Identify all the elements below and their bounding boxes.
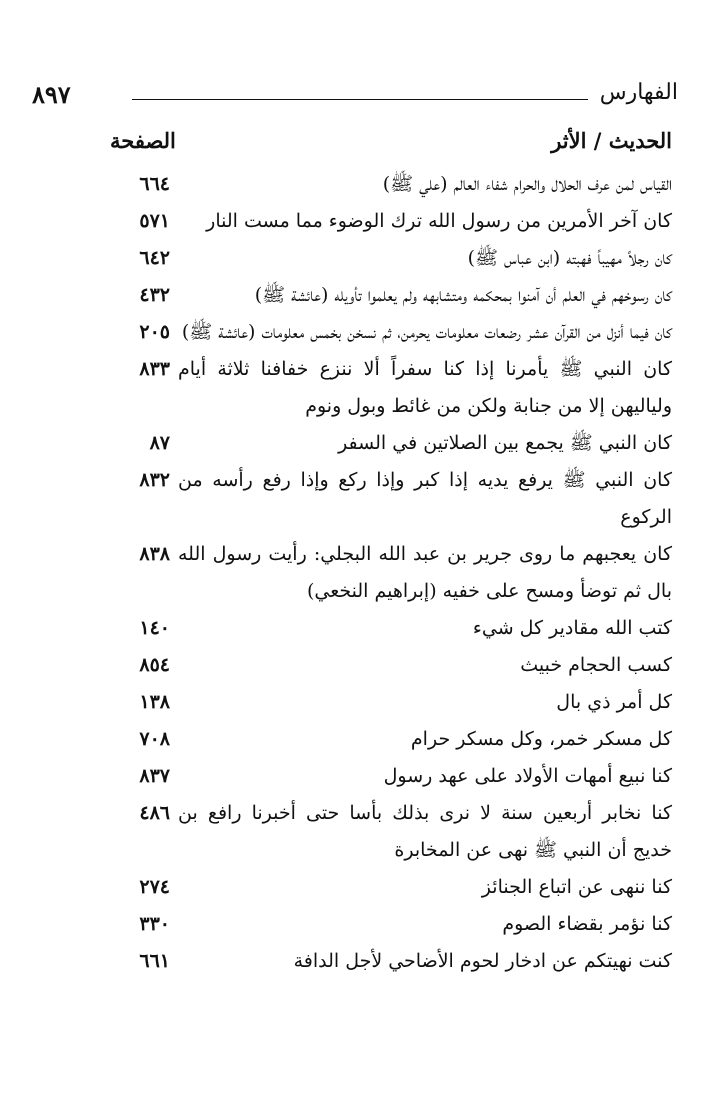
header-rule [132, 99, 588, 100]
index-entry [0, 610, 708, 647]
entry-page-number: ٨٣٣ [139, 358, 170, 380]
entry-text: كان رسوخهم في العلم أن آمنوا بمحكمه ومتشابهه ولم يعلموا تأويله (عائشة ﷺ) [254, 284, 672, 306]
entry-text: كنا ننهى عن اتباع الجنائز [481, 876, 672, 898]
column-headers [110, 128, 672, 164]
entry-text: كان النبي ﷺ يرفع يديه إذا كبر وإذا ركع وإذا رفع رأسه من الركوع [178, 469, 672, 528]
entry-page-number: ٤٣٢ [139, 284, 170, 306]
index-entry [0, 869, 708, 906]
index-entry [0, 462, 708, 536]
page-number: ٨٩٧ [32, 80, 71, 109]
index-entry [0, 647, 708, 684]
entry-text: كسب الحجام خبيث [520, 654, 672, 676]
entry-page-number: ٣٣٠ [139, 913, 170, 935]
entry-text: كل أمر ذي بال [556, 691, 672, 713]
entry-page-number: ٧٠٨ [139, 728, 170, 750]
entry-page-number: ٨٣٧ [139, 765, 170, 787]
entry-text: كنا نبيع أمهات الأولاد على عهد رسول [383, 765, 672, 787]
index-entry [0, 203, 708, 240]
index-entry [0, 795, 708, 869]
index-entry [0, 351, 708, 425]
entry-page-number: ٥٧١ [139, 210, 170, 232]
entry-text: كان آخر الأمرين من رسول الله ترك الوضوء مما مست النار [206, 210, 672, 232]
section-title: الفهارس [599, 80, 678, 105]
index-entry [0, 536, 708, 610]
entry-page-number: ٦٦١ [139, 950, 170, 972]
entry-page-number: ١٤٠ [139, 617, 170, 639]
entry-page-number: ٢٧٤ [139, 876, 170, 898]
index-entries [0, 166, 708, 980]
entry-text: كنت نهيتكم عن ادخار لحوم الأضاحي لأجل الدافة [293, 950, 672, 972]
index-entry [0, 240, 708, 277]
entry-page-number: ٨٣٢ [139, 469, 170, 491]
entry-page-number: ٢٠٥ [139, 321, 170, 343]
index-entry [0, 721, 708, 758]
entry-text: كان رجلاً مهيباً فهبته (ابن عباس ﷺ) [467, 247, 672, 269]
entry-text: كان فيما أنزل من القرآن عشر رضعات معلومات يحرمن، ثم نسخن بخمس معلومات (عائشة ﷺ) [181, 321, 672, 343]
entry-text: كان النبي ﷺ يأمرنا إذا كنا سفراً ألا ننزع خفافنا ثلاثة أيام ولياليهن إلا من جنابة ولكن من غائط وبول ونوم [178, 358, 672, 417]
index-entry [0, 314, 708, 351]
running-header [32, 80, 678, 112]
entry-text: كان يعجبهم ما روى جرير بن عبد الله البجلي: رأيت رسول الله بال ثم توضأ ومسح على خفيه (إبراهيم النخعي) [178, 543, 672, 602]
entry-text: كان النبي ﷺ يجمع بين الصلاتين في السفر [338, 432, 672, 454]
column-header-page: الصفحة [110, 128, 176, 153]
entry-page-number: ١٣٨ [139, 691, 170, 713]
entry-page-number: ٨٥٤ [139, 654, 170, 676]
index-entry [0, 166, 708, 203]
entry-text: القياس لمن عرف الحلال والحرام شفاء العالم (علي ﷺ) [382, 173, 672, 195]
entry-page-number: ٦٤٢ [139, 247, 170, 269]
entry-text: كتب الله مقادير كل شيء [472, 617, 672, 639]
entry-text: كل مسكر خمر، وكل مسكر حرام [410, 728, 672, 750]
index-entry [0, 943, 708, 980]
index-entry [0, 906, 708, 943]
entry-text: كنا نؤمر بقضاء الصوم [502, 913, 672, 935]
entry-page-number: ٨٧ [149, 432, 170, 454]
entry-text: كنا نخابر أربعين سنة لا نرى بذلك بأسا حتى أخبرنا رافع بن خديج أن النبي ﷺ نهى عن المخابرة [178, 802, 672, 861]
entry-page-number: ٦٦٤ [139, 173, 170, 195]
index-entry [0, 758, 708, 795]
index-entry [0, 277, 708, 314]
column-header-hadith: الحديث / الأثر [551, 128, 672, 153]
index-entry [0, 684, 708, 721]
index-entry [0, 425, 708, 462]
entry-page-number: ٤٨٦ [139, 802, 170, 824]
entry-page-number: ٨٣٨ [139, 543, 170, 565]
